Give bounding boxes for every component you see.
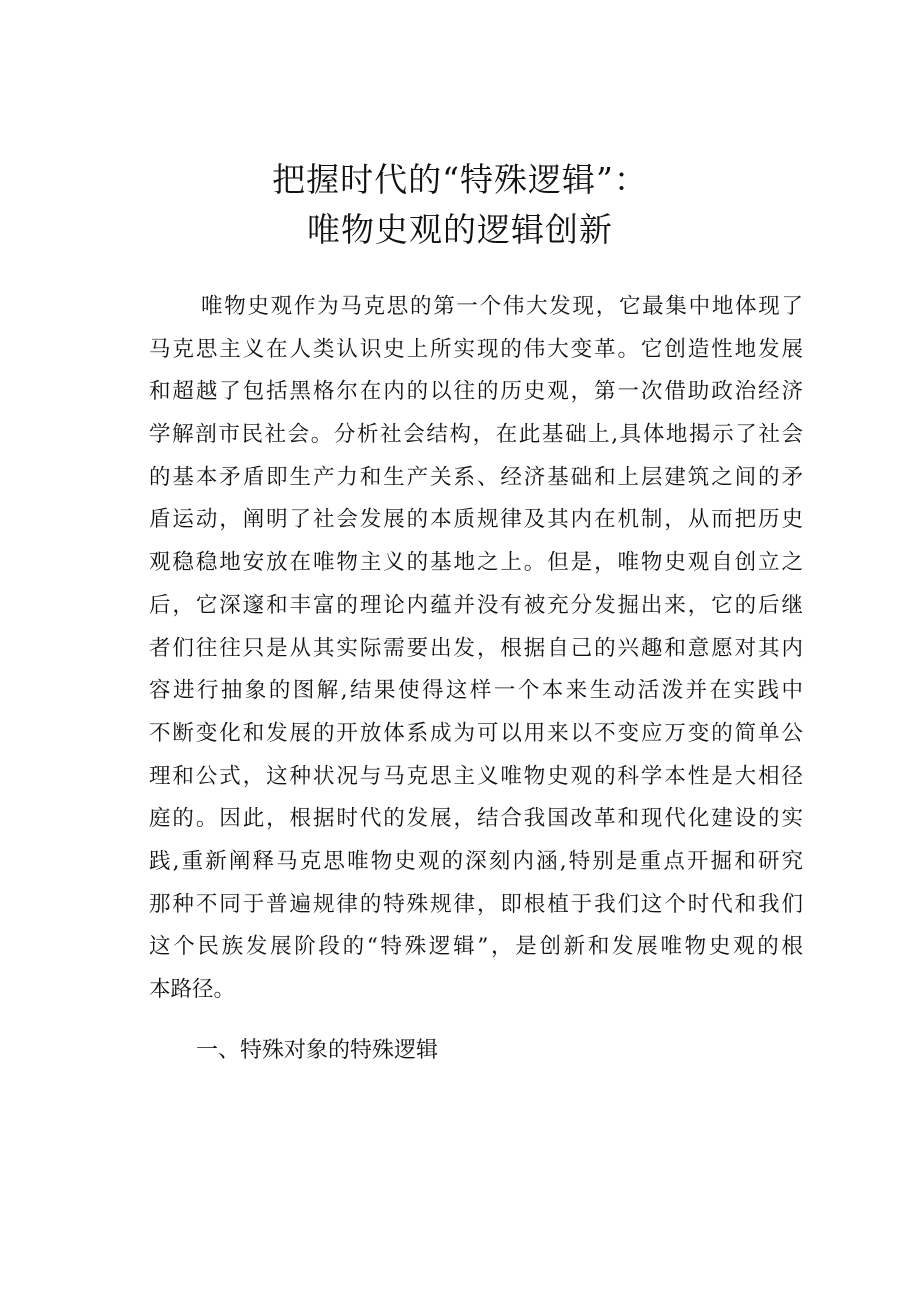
section-heading: 一、特殊对象的特殊逻辑 <box>196 1038 439 1063</box>
paragraph-line: 盾运动，阐明了社会发展的本质规律及其内在机制，从而把历史 <box>149 507 803 533</box>
title-line-1: 把握时代的“特殊逻辑”： <box>272 160 648 199</box>
paragraph-line: 观稳稳地安放在唯物主义的基地之上。但是，唯物史观自创立之 <box>149 550 803 576</box>
paragraph-line: 者们往往只是从其实际需要出发，根据自己的兴趣和意愿对其内 <box>149 635 803 661</box>
paragraph-line: 的基本矛盾即生产力和生产关系、经济基础和上层建筑之间的矛 <box>149 464 803 490</box>
paragraph-line: 容进行抽象的图解,结果使得这样一个本来生动活泼并在实践中 <box>149 678 803 704</box>
intro-paragraph <box>149 286 803 1012</box>
paragraph-line: 践,重新阐释马克思唯物史观的深刻内涵,特别是重点开掘和研究 <box>149 848 803 874</box>
paragraph-line: 学解剖市民社会。分析社会结构，在此基础上,具体地揭示了社会 <box>149 422 803 448</box>
paragraph-line: 那种不同于普遍规律的特殊规律，即根植于我们这个时代和我们 <box>149 891 803 917</box>
paragraph-line: 唯物史观作为马克思的第一个伟大发现，它最集中地体现了 <box>201 294 803 319</box>
paragraph-line: 马克思主义在人类认识史上所实现的伟大变革。它创造性地发展 <box>149 336 803 362</box>
paragraph-line: 和超越了包括黑格尔在内的以往的历史观，第一次借助政治经济 <box>149 379 803 405</box>
paragraph-line: 本路径。 <box>149 977 236 1002</box>
paragraph-line: 不断变化和发展的开放体系成为可以用来以不变应万变的简单公 <box>149 720 803 746</box>
document-title <box>0 155 920 255</box>
paragraph-line: 后，它深邃和丰富的理论内蕴并没有被充分发掘出来，它的后继 <box>149 592 803 618</box>
paragraph-line: 这个民族发展阶段的“特殊逻辑”，是创新和发展唯物史观的根 <box>149 934 803 960</box>
title-line-2: 唯物史观的逻辑创新 <box>307 210 613 249</box>
paragraph-line: 理和公式，这种状况与马克思主义唯物史观的科学本性是大相径 <box>149 763 803 789</box>
paragraph-line: 庭的。因此，根据时代的发展，结合我国改革和现代化建设的实 <box>149 806 803 832</box>
